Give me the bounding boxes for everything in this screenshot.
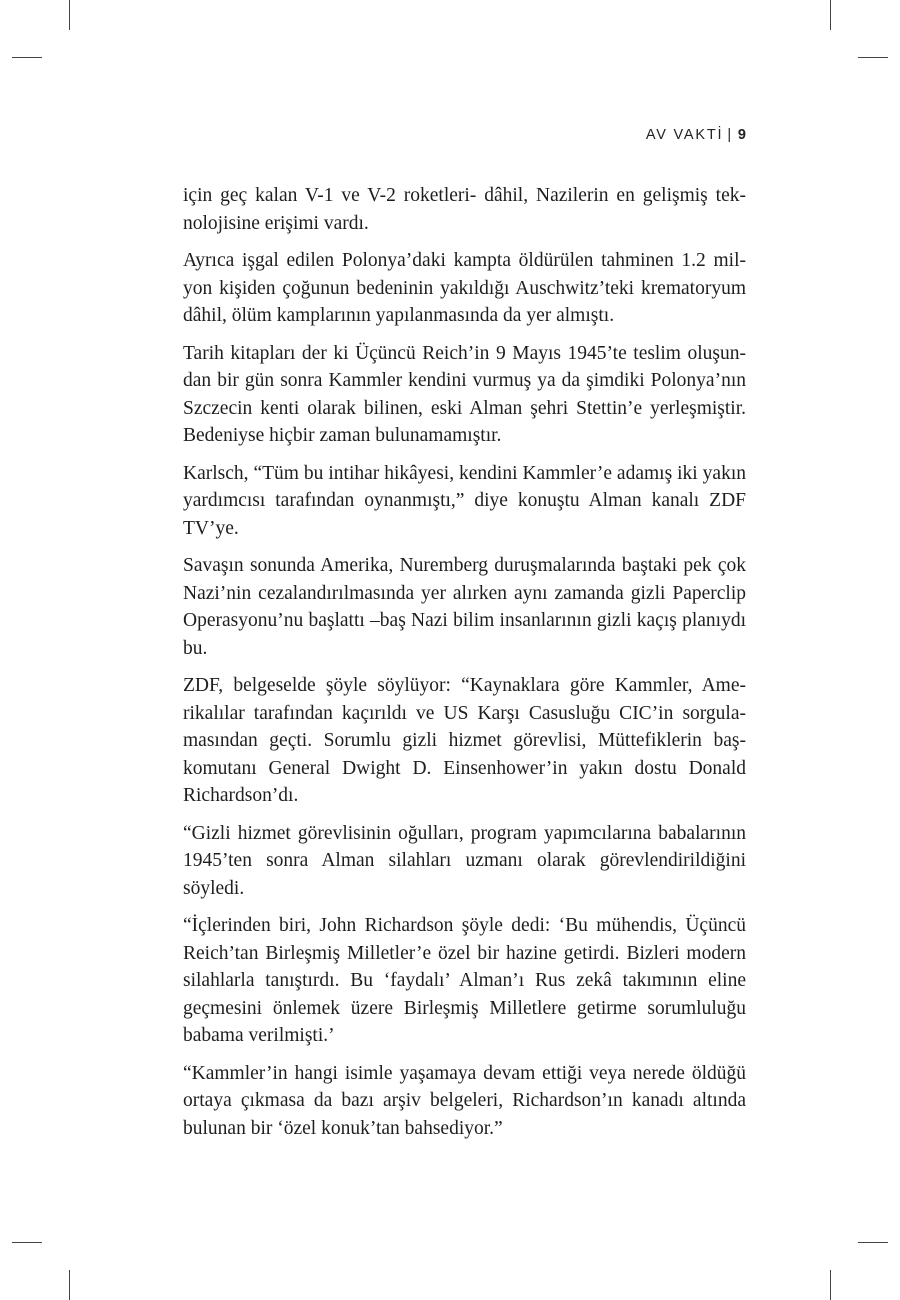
paragraph: “Gizli hizmet görevlisinin oğulları, program yapımcılarına babalarının 1945’ten sonra Alman silahları uzmanı olarak görevlendirildiğini söyledi. [183,822,746,899]
running-head [183,127,746,143]
book-title: AV VAKTİ [645,127,724,143]
paragraph: Karlsch, “Tüm bu intihar hikâyesi, kendini Kammler’e adamış iki yakın yardımcısı tarafından oynanmıştı,” diye konuştu Alman kanalı ZDF TV’ye. [183,462,746,539]
crop-mark-right-bottom [858,1242,888,1243]
paragraph: “Kammler’in hangi isimle yaşamaya devam ettiği veya nerede öldüğü ortaya çıkmasa da bazı arşiv belgeleri, Richardson’ın kanadı altında bulunan bir ‘özel konuk’tan bahsediyor.” [183,1062,746,1139]
paragraph: için geç kalan V-1 ve V-2 roketleri- dâhil, Nazilerin en gelişmiş teknolojisine erişimi vardı. [183,185,746,234]
crop-mark-top-left [69,0,70,30]
paragraph: Tarih kitapları der ki Üçüncü Reich’in 9 Mayıs 1945’te teslim oluşundan bir gün sonra Kammler kendini vurmuş ya da şimdiki Polonya’nın Szczecin kenti olarak bilinen, eski Alman şehri Stettin’e yerleşmiştir. Bedeniyse hiçbir zaman bulunamamıştır. [183,342,746,446]
paragraph: Savaşın sonunda Amerika, Nuremberg duruşmalarında baştaki pek çok Nazi’nin cezalandırılmasında yer alırken aynı zamanda gizli Paperclip Operasyonu’nu başlattı –baş Nazi bilim insanlarının gizli kaçış planıydı bu. [183,555,746,659]
paragraph: Ayrıca işgal edilen Polonya’daki kampta öldürülen tahminen 1.2 milyon kişiden çoğunun bedeninin yakıldığı Auschwitz’teki krematoryum dâhil, ölüm kamplarının yapılanmasında da yer almıştı. [183,250,746,326]
body-text [183,182,746,1152]
crop-mark-left-bottom [12,1242,42,1243]
crop-mark-bottom-left [69,1270,70,1300]
page-number: 9 [737,127,746,143]
crop-mark-top-right [830,0,831,30]
crop-mark-left-top [12,57,42,58]
crop-mark-bottom-right [830,1270,831,1300]
crop-mark-right-top [858,57,888,58]
paragraph: “İçlerinden biri, John Richardson şöyle dedi: ‘Bu mühendis, Üçüncü Reich’tan Birleşmiş Milletler’e özel bir hazine getirdi. Bizleri modern silahlarla tanıştırdı. Bu ‘faydalı’ Alman’ı Rus zekâ takımının eline geçmesini önlemek üzere Birleşmiş Milletlere getirme sorumluluğu babama verilmişti.’ [183,915,746,1046]
paragraph: ZDF, belgeselde şöyle söylüyor: “Kaynaklara göre Kammler, Amerikalılar tarafından kaçırıldı ve US Karşı Casusluğu CIC’in sorgulamasından geçti. Sorumlu gizli hizmet görevlisi, Müttefiklerin başkomutanı General Dwight D. Einsenhower’in yakın dostu Donald Richardson’dı. [183,675,746,806]
header-separator: | [727,127,733,143]
